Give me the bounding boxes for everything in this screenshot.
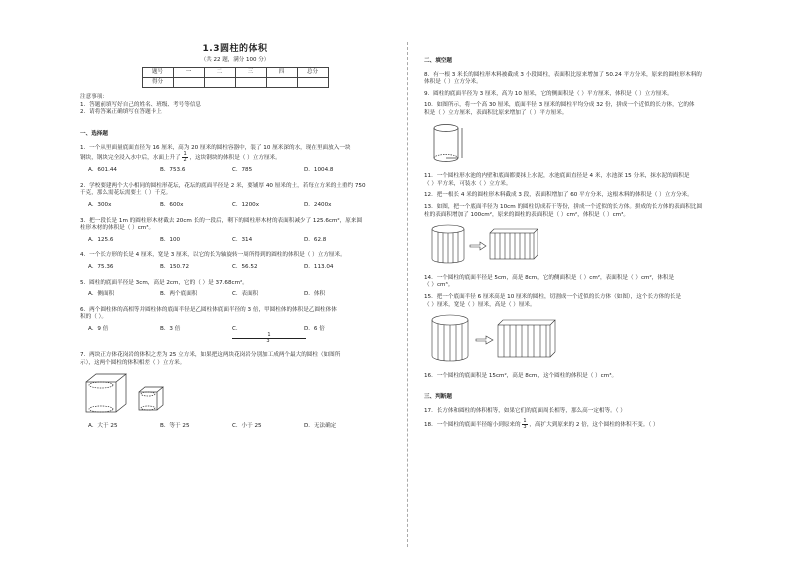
cylinder-figure [428, 122, 734, 168]
fraction-denominator: 3 [266, 338, 270, 345]
question-text: 16．一个圆柱的底面积是 15cm²，高是 8cm，这个圆柱的体积是（ ）cm³。 [424, 372, 618, 379]
question-text: 1．一个从里面量底面直径为 16 厘米，高为 20 厘米的圆柱容器中，装了 10 厘米深的水，现在里面放入一块 [80, 144, 351, 151]
question-text: 3．把一段长是 1m 的圆柱形木材截去 20cm 长的一段后，剩下的圆柱形木材的表面积减少了 125.6cm²，原来圆 [80, 217, 363, 224]
option-a[interactable]: A．大于 25 [88, 423, 118, 430]
question-4 [80, 252, 390, 260]
section-heading: 二、填空题 [424, 58, 452, 64]
notes-item: 2．请将答案正确填写在答题卡上 [80, 109, 162, 116]
option-a[interactable]: A．300x [88, 201, 112, 208]
fraction [522, 419, 527, 430]
question-8 [424, 72, 734, 87]
option-b[interactable]: B．等于 25 [160, 423, 190, 430]
page-subtitle: （共 22 题，满分 100 分） [200, 56, 270, 63]
option-b[interactable]: B．150.72 [160, 263, 190, 270]
score-cell [235, 78, 266, 88]
question-text: ，高扩大到原来的 2 倍，这个圆柱的体积不变。（ ） [529, 422, 659, 429]
option-d[interactable]: D．1004.8 [304, 167, 334, 174]
fraction-numerator: 1 [232, 333, 306, 339]
question-17 [424, 408, 734, 416]
cylinder-to-cuboid-figure-2 [428, 313, 734, 367]
question-6 [80, 307, 390, 322]
question-1 [80, 145, 390, 164]
notes-title: 注意事项： [80, 94, 108, 101]
question-text: 4．一个长方形的长是 4 厘米，宽是 3 厘米，以它的长为轴旋转一周所得到的圆柱的体积是（ ）立方厘米。 [80, 252, 346, 259]
question-18 [424, 419, 734, 430]
option-d[interactable]: D．2400x [304, 201, 332, 208]
options [88, 202, 390, 210]
question-text: 14．一个圆柱的底面半径是 5cm，高是 8cm，它的侧面积是（ ）cm²，表面积是（ ）cm²，体积是 [424, 274, 675, 281]
options [88, 291, 390, 299]
question-text: 钢块，钢块完全浸入水中后，水面上升了 [80, 155, 181, 162]
option-b[interactable]: B．100 [160, 236, 181, 243]
option-a[interactable]: A．601.44 [88, 167, 117, 174]
option-c[interactable]: C．小于 25 [232, 423, 262, 430]
left-column [80, 40, 390, 439]
column-divider [407, 42, 408, 547]
question-text: 15．把一个底面半径 6 厘米高是 10 厘米的圆柱，切割成一个近似的长方体（如图），这个长方体的长是 [424, 293, 682, 300]
question-text: 柱形木材的体积是（ ）cm³。 [80, 225, 155, 232]
option-c-label: C． [232, 325, 242, 332]
question-text: 千克，那么需花坛需要土（ ）千克。 [80, 190, 172, 197]
score-cell: 二 [204, 68, 235, 78]
score-cell [297, 78, 328, 88]
notes [80, 94, 390, 117]
score-cell: 三 [235, 68, 266, 78]
option-d[interactable]: D．62.8 [304, 236, 327, 243]
score-cell [204, 78, 235, 88]
option-a[interactable]: A．125.6 [88, 236, 114, 243]
options [88, 167, 390, 175]
question-10 [424, 102, 734, 117]
options [88, 237, 390, 245]
option-a[interactable]: A．侧面积 [88, 291, 115, 298]
question-9 [424, 91, 734, 99]
fraction-numerator: 1 [523, 418, 527, 425]
question-12 [424, 192, 734, 200]
question-text: 5．圆柱的底面半径是 3cm，高是 2cm，它的（ ）是 37.68cm²。 [80, 279, 248, 286]
option-a[interactable]: A．9 倍 [88, 325, 109, 332]
option-d[interactable]: D．6 倍 [304, 325, 325, 332]
score-cell [173, 78, 204, 88]
score-table [142, 67, 329, 88]
option-b[interactable]: B．600x [160, 201, 184, 208]
fraction-numerator: 1 [183, 151, 187, 158]
option-d[interactable]: D．体积 [304, 291, 326, 298]
question-text: 积的（ ）。 [80, 314, 107, 321]
option-a[interactable]: A．75.36 [88, 263, 114, 270]
question-text: 体积是（ ）立方分米。 [424, 79, 482, 86]
option-c[interactable]: C．785 [232, 167, 253, 174]
question-text: 10．如图所示，将一个高 30 厘米，底面半径 3 厘米的圆柱平均分成 32 份，拼成一个近似的长方体，它的体 [424, 102, 695, 109]
question-text: 6．两个圆柱体的高相等并圆柱体的底面半径是乙圆柱体底面半径的 3 倍，甲圆柱体的体积是乙圆柱体体 [80, 306, 337, 313]
question-16 [424, 373, 734, 381]
fraction [182, 152, 187, 163]
option-c[interactable]: C．表面积 [232, 291, 259, 298]
question-13 [424, 204, 734, 219]
option-b[interactable]: B．两个底面积 [160, 291, 198, 298]
option-d[interactable]: D．无法确定 [304, 423, 337, 430]
question-5 [80, 280, 390, 288]
options [88, 326, 390, 345]
question-text: 18．一个圆柱的底面半径缩小到原来的 [424, 422, 521, 429]
option-b[interactable]: B．3 倍 [160, 325, 181, 332]
cubes-figure [84, 372, 390, 418]
page-title: 1.3圆柱的体积 [202, 44, 268, 54]
option-c[interactable]: C．1200x [232, 201, 260, 208]
score-table-header-row [142, 68, 328, 78]
question-text: 8．有一根 3 米长的圆柱形木料被截成 3 小段圆柱，表面积比原来增加了 50.24 平方分米，原来的圆柱形木料的 [424, 71, 702, 78]
question-text: 2．学校要建两个大小相同的圆柱形花坛，花坛的底面半径是 2 米，要铺厚 40 厘米的土，若每立方米的土重约 750 [80, 182, 366, 189]
question-15 [424, 294, 734, 309]
option-c[interactable] [232, 326, 304, 345]
cylinder-to-cuboid-illustration [428, 313, 558, 363]
question-text: （ ）厘米，宽是（ ）厘米，高是（ ）厘米。 [424, 301, 536, 308]
question-text: （ ）平方米，可装水（ ）立方米。 [424, 180, 512, 187]
right-column [424, 40, 734, 434]
score-table-score-row [142, 78, 328, 88]
option-c[interactable]: C．314 [232, 236, 253, 243]
option-b[interactable]: B．753.6 [160, 167, 186, 174]
option-d[interactable]: D．113.04 [304, 263, 334, 270]
question-14 [424, 275, 734, 290]
notes-item: 1．答题前填写好自己的姓名、班级、考号等信息 [80, 101, 202, 108]
question-text: 12．把一根长 4 米的圆柱形木料截成 3 段，表面积增加了 60 平方分米，这根木料的体积是（ ）立方分米。 [424, 192, 693, 199]
question-text: 13．如图，把一个底面半径为 10cm 的圆柱切成若干等份，拼成一个近似的长方体。拼成的长方体的表面积比圆 [424, 203, 703, 210]
score-cell: 总分 [297, 68, 328, 78]
cylinder-to-cuboid-illustration [428, 223, 538, 265]
question-3 [80, 218, 390, 233]
option-c[interactable]: C．56.52 [232, 263, 258, 270]
fraction-denominator: 2 [183, 157, 187, 164]
options [88, 264, 390, 272]
cubes-with-cylinders-illustration [84, 372, 174, 414]
question-text: ，这块钢块的体积是（ ）立方厘米。 [189, 155, 281, 162]
question-2 [80, 183, 390, 198]
score-cell: 四 [266, 68, 297, 78]
question-7 [80, 352, 390, 367]
question-text: （ ）cm³。 [424, 282, 454, 289]
question-text: 11．一个圆柱形水池的内壁和底面都要抹上水泥，水池底面直径是 4 米，水池深 15 分米，抹水泥的面积是 [424, 173, 690, 180]
question-text [80, 152, 390, 163]
options [88, 423, 390, 431]
score-cell: 题号 [142, 68, 173, 78]
cylinder-to-cuboid-figure [428, 223, 734, 269]
fraction [232, 333, 304, 344]
section-heading: 三、判断题 [424, 394, 452, 401]
fraction-denominator: 3 [523, 424, 527, 431]
question-text: 柱的表面积增加了 100cm²，原来的圆柱的表面积是（ ）cm²，体积是（ ）cm³。 [424, 211, 629, 218]
score-cell: 得分 [142, 78, 173, 88]
question-11 [424, 173, 734, 188]
question-text: 17．长方体和圆柱的体积相等，如果它们的底面周长相等，那么高一定相等。（ ） [424, 407, 626, 414]
question-text: 7．两块正方体花岗岩的体积之差为 25 立方米，如果把这两块花岗岩分别加工成两个最大的圆柱（如图所 [80, 352, 341, 359]
question-text: 积是（ ）立方厘米，表面积比原来增加了（ ）平方厘米。 [424, 109, 568, 116]
score-cell: 一 [173, 68, 204, 78]
question-text: 示），这两个圆柱的体积相差（ ）立方米。 [80, 360, 186, 367]
cylinder-illustration [428, 122, 468, 164]
question-text [424, 419, 734, 430]
score-cell [266, 78, 297, 88]
question-text: 9．圆柱的底面半径为 3 厘米，高为 10 厘米，它的侧面积是（ ）平方厘米，体积是（ ）立方厘米。 [424, 90, 673, 97]
section-heading: 一、选择题 [80, 130, 108, 137]
